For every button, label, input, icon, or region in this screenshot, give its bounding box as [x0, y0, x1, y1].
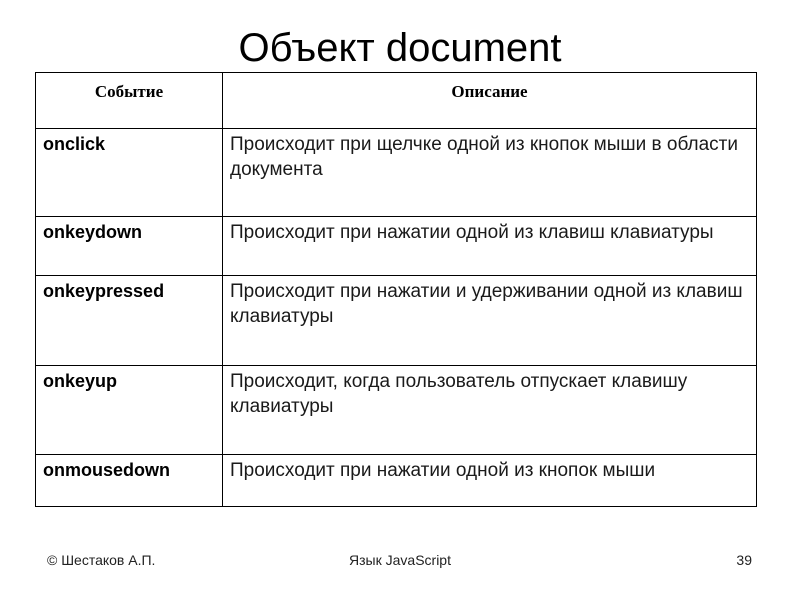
event-name: onclick — [36, 129, 223, 217]
event-name: onkeydown — [36, 217, 223, 276]
event-name: onkeyup — [36, 366, 223, 455]
footer-page-number: 39 — [736, 552, 752, 568]
slide-title: Объект document — [238, 26, 562, 70]
footer-course: Язык JavaScript — [349, 552, 451, 568]
event-description: Происходит при нажатии одной из клавиш клавиатуры — [223, 217, 757, 276]
table-row — [36, 217, 757, 276]
event-name: onkeypressed — [36, 276, 223, 366]
events-table — [35, 72, 757, 507]
column-header-description: Описание — [223, 73, 757, 129]
table-row — [36, 455, 757, 507]
table-row — [36, 129, 757, 217]
footer-author: © Шестаков А.П. — [47, 552, 156, 568]
column-header-event: Событие — [36, 73, 223, 129]
event-description: Происходит при нажатии одной из кнопок мыши — [223, 455, 757, 507]
event-name: onmousedown — [36, 455, 223, 507]
table-row — [36, 276, 757, 366]
table-header-row — [36, 73, 757, 129]
event-description: Происходит, когда пользователь отпускает клавишу клавиатуры — [223, 366, 757, 455]
table-row — [36, 366, 757, 455]
event-description: Происходит при нажатии и удерживании одной из клавиш клавиатуры — [223, 276, 757, 366]
event-description: Происходит при щелчке одной из кнопок мыши в области документа — [223, 129, 757, 217]
